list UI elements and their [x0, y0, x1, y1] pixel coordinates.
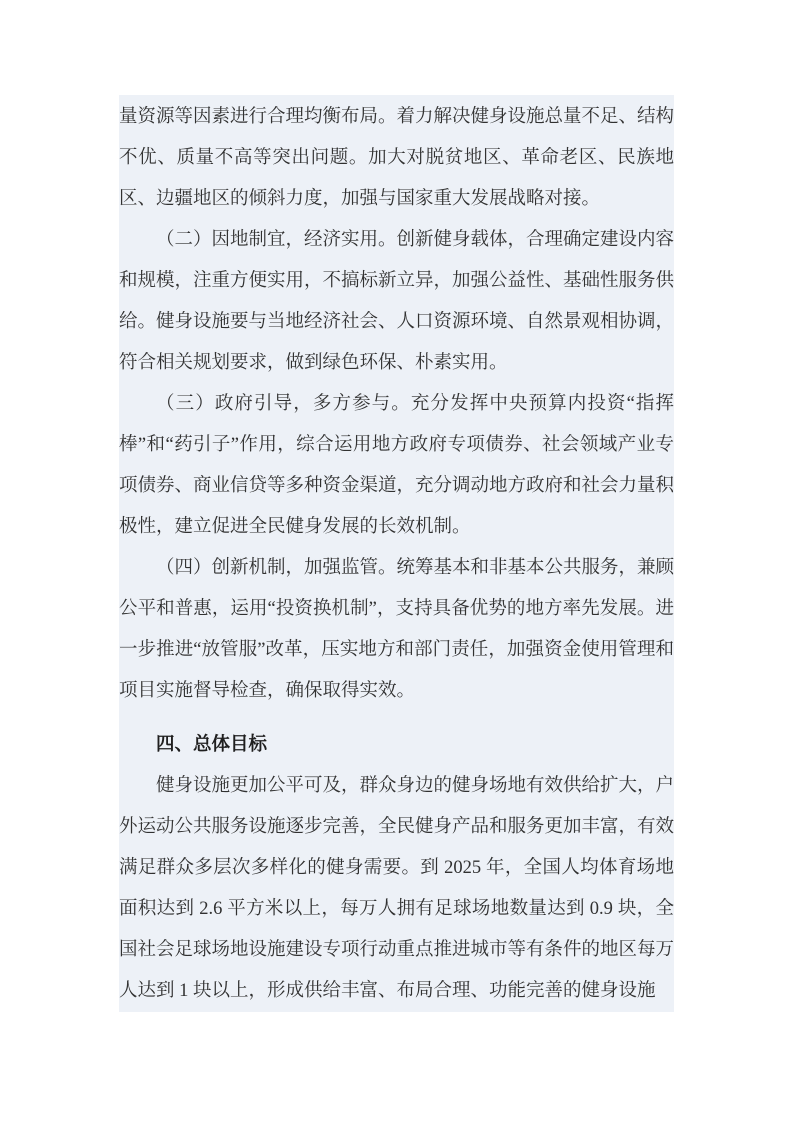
- paragraph-principle-3-government-guidance: （三）政府引导，多方参与。充分发挥中央预算内投资“指挥棒”和“药引子”作用，综合运用地方政府专项债券、社会领域产业专项债券、商业信贷等多种资金渠道，充分调动地方政府和社会力量积极性，建立促进全民健身发展的长效机制。: [119, 394, 675, 537]
- paragraph-overall-goals-body: 健身设施更加公平可及，群众身边的健身场地有效供给扩大，户外运动公共服务设施逐步完善，全民健身产品和服务更加丰富，有效满足群众多层次多样化的健身需要。到 2025 年，全国人均体育场地面积达到 2.6 平方米以上，每万人拥有足球场地数量达到 0.9 块，全国社会足球场地设施建设专项行动重点推进城市等有条件的地区每万人达到 1 块以上，形成供给丰富、布局合理、功能完善的健身设施: [119, 776, 675, 1001]
- section-heading-overall-goals: 四、总体目标: [156, 735, 268, 755]
- paragraph-principle-2-adapt-local-conditions: （二）因地制宜，经济实用。创新健身载体，合理确定建设内容和规模，注重方便实用，不搞标新立异，加强公益性、基础性服务供给。健身设施要与当地经济社会、人口资源环境、自然景观相协调，符合相关规划要求，做到绿色环保、朴素实用。: [119, 230, 675, 373]
- document-text-block: [119, 95, 674, 1012]
- paragraph-balanced-layout: 量资源等因素进行合理均衡布局。着力解决健身设施总量不足、结构不优、质量不高等突出问题。加大对脱贫地区、革命老区、民族地区、边疆地区的倾斜力度，加强与国家重大发展战略对接。: [119, 107, 675, 209]
- paragraph-principle-4-innovate-mechanisms: （四）创新机制，加强监管。统筹基本和非基本公共服务，兼顾公平和普惠，运用“投资换机制”，支持具备优势的地方率先发展。进一步推进“放管服”改革，压实地方和部门责任，加强资金使用管理和项目实施督导检查，确保取得实效。: [119, 558, 675, 701]
